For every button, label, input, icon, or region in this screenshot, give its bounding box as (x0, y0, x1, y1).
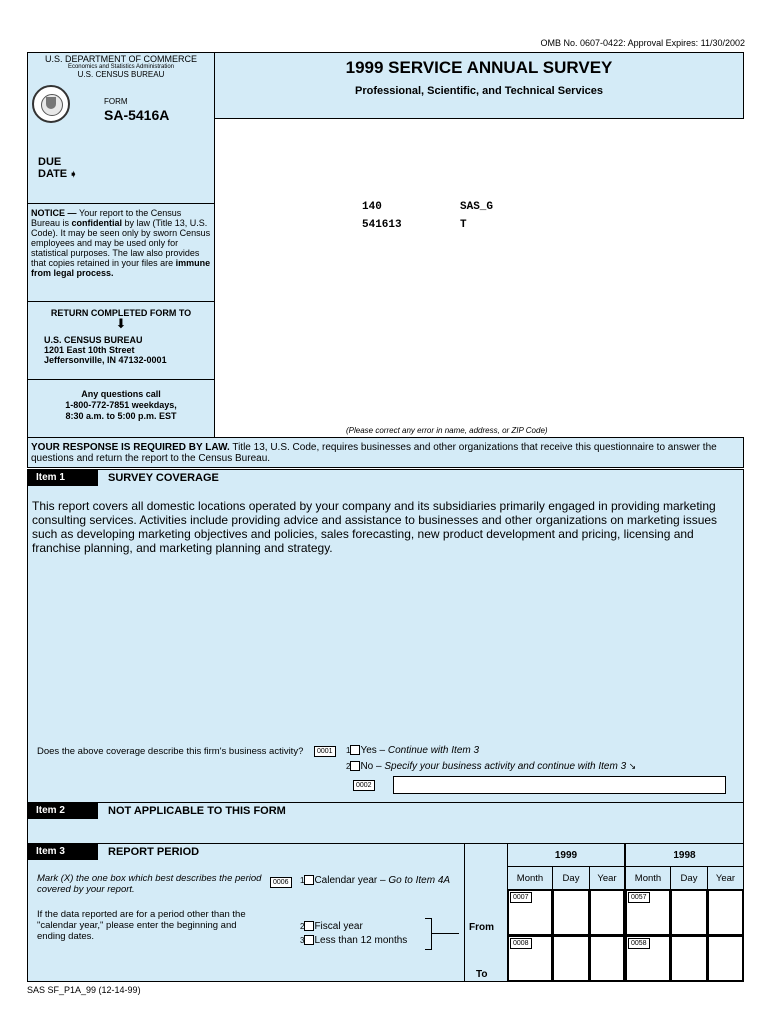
address-code-1: 140 (362, 201, 382, 213)
col-year-1999: Year (589, 866, 625, 890)
to-label: To (476, 969, 488, 980)
form-footer-code: SAS SF_P1A_99 (12-14-99) (27, 985, 141, 995)
to-day-1999-input[interactable] (552, 935, 590, 982)
form-number: SA-5416A (104, 107, 170, 123)
bracket-arrow-icon (431, 933, 459, 934)
item-code-0002: 0002 (353, 780, 375, 791)
report-period-instruction: Mark (X) the one box which best describes the period covered by your report. (37, 873, 262, 895)
coverage-question: Does the above coverage describe this firm's business activity? (37, 746, 304, 757)
dept-name: U.S. DEPARTMENT OF COMMERCE (44, 54, 197, 64)
notice-box: NOTICE — Your report to the Census Bureau is confidential by law (Title 13, U.S. Code). It may be seen only by sworn Census employees and may be used only for statistical purposes. The law also provides that copies retained in your files are immune from legal process. (27, 203, 215, 302)
to-day-1998-input[interactable] (670, 935, 708, 982)
item-code-0006: 0006 (270, 877, 292, 888)
item3-title: REPORT PERIOD (108, 846, 200, 858)
date-instruction: If the data reported are for a period other than the "calendar year," please enter the beginning and ending dates. (37, 909, 246, 942)
correct-address-note: (Please correct any error in name, address, or ZIP Code) (346, 426, 548, 435)
arrow-down-right-icon: ↘ (626, 761, 637, 771)
year-header-1999: 1999 (507, 843, 625, 867)
item3-label: Item 3 (28, 844, 98, 860)
address-code-3: 541613 (362, 219, 402, 231)
item2-label: Item 2 (28, 803, 98, 819)
item1-title: SURVEY COVERAGE (108, 472, 219, 484)
return-title: RETURN COMPLETED FORM TO (50, 308, 192, 318)
col-month-1999: Month (507, 866, 553, 890)
less-than-12-checkbox[interactable] (304, 935, 314, 945)
coverage-yes-option: 1 Yes – Continue with Item 3 (346, 745, 480, 756)
col-year-1998: Year (707, 866, 744, 890)
survey-subtitle: Professional, Scientific, and Technical Services (354, 85, 603, 97)
col-month-1998: Month (625, 866, 671, 890)
from-month-1999-input[interactable]: 0007 (507, 889, 553, 936)
option-bracket (425, 918, 432, 950)
law-notice: YOUR RESPONSE IS REQUIRED BY LAW. Title 13, U.S. Code, requires businesses and other organizations that receive this questionnaire to answer the questions and return the report to the Census Bureau. (27, 437, 744, 468)
from-day-1998-input[interactable] (670, 889, 708, 936)
fiscal-year-option: 2 Fiscal year (300, 921, 363, 932)
coverage-yes-checkbox[interactable] (350, 745, 360, 755)
due-date-label: DUE DATE ➧ (38, 156, 78, 180)
from-to-column (464, 843, 508, 982)
from-month-1998-input[interactable]: 0057 (625, 889, 671, 936)
arrow-down-icon: ⬇ (115, 316, 127, 331)
arrow-right-icon: ➧ (67, 169, 78, 179)
less-than-12-option: 3 Less than 12 months (300, 935, 408, 946)
calendar-year-option: 1 Calendar year – Go to Item 4A (300, 875, 451, 886)
item-code-0001: 0001 (314, 746, 336, 757)
from-year-1998-input[interactable] (707, 889, 744, 936)
admin-name: Economics and Statistics Administration (67, 64, 175, 70)
business-activity-input[interactable] (393, 776, 726, 794)
year-header-1998: 1998 (625, 843, 744, 867)
from-year-1999-input[interactable] (589, 889, 625, 936)
commerce-seal-icon (32, 85, 70, 123)
col-day-1998: Day (670, 866, 708, 890)
address-code-4: T (460, 219, 467, 231)
form-label: FORM (104, 97, 128, 106)
from-day-1999-input[interactable] (552, 889, 590, 936)
calendar-year-checkbox[interactable] (304, 875, 314, 885)
questions-box (27, 379, 215, 438)
address-code-2: SAS_G (460, 201, 494, 213)
to-year-1999-input[interactable] (589, 935, 625, 982)
coverage-no-option: 2 No – Specify your business activity and continue with Item 3 ↘ (346, 761, 637, 772)
item2-title: NOT APPLICABLE TO THIS FORM (108, 805, 286, 817)
title-box (214, 52, 744, 119)
survey-title: 1999 SERVICE ANNUAL SURVEY (345, 58, 613, 77)
to-month-1999-input[interactable]: 0008 (507, 935, 553, 982)
return-address-box (27, 301, 215, 380)
phone-info: Any questions call 1-800-772-7851 weekdays, 8:30 a.m. to 5:00 p.m. EST (65, 389, 177, 421)
item1-label: Item 1 (28, 470, 98, 486)
return-address: U.S. CENSUS BUREAU 1201 East 10th Street Jeffersonville, IN 47132-0001 (44, 335, 167, 365)
omb-number: OMB No. 0607-0422: Approval Expires: 11/30/2002 (540, 38, 745, 48)
dept-header-box (27, 52, 215, 204)
fiscal-year-checkbox[interactable] (304, 921, 314, 931)
col-day-1999: Day (552, 866, 590, 890)
coverage-no-checkbox[interactable] (350, 761, 360, 771)
from-label: From (469, 922, 494, 933)
item1-coverage-text: This report covers all domestic locations operated by your company and its subsidiaries primarily engaged in providing marketing consulting services. Activities include providing advice and assistance to businesses and other organizations on marketing issues such as developing marketing objectives and policies, sales forecasting, new product development and pricing, licensing and franchise planning, and marketing planning and strategy. (32, 499, 718, 555)
to-month-1998-input[interactable]: 0058 (625, 935, 671, 982)
bureau-name: U.S. CENSUS BUREAU (77, 70, 165, 79)
to-year-1998-input[interactable] (707, 935, 744, 982)
